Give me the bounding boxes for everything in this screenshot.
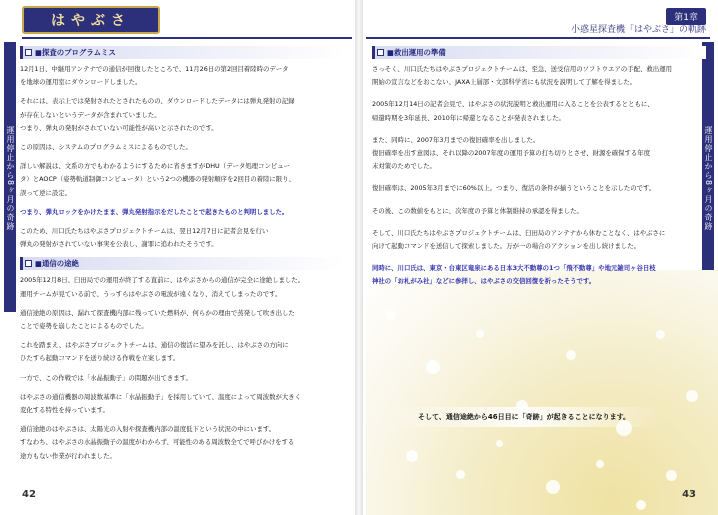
- page-number-right: 43: [682, 489, 696, 500]
- text-line: タ）とAOCP（姿勢軌道制御コンピュータ）という2つの機器の発射順序を2回目の着陸に限り、: [20, 175, 295, 184]
- text-line: 12月1日、中継用アンテナでの通信が回復したところで、11月26日の第2回目着陸時のデータ: [20, 65, 289, 73]
- body-paragraph: [20, 274, 345, 300]
- flower-petal: [426, 360, 440, 374]
- body-paragraph: [20, 372, 345, 385]
- flower-petal: [596, 460, 604, 468]
- section-heading: [20, 257, 345, 270]
- page-number-left: 42: [22, 489, 36, 500]
- running-title: 小惑星探査機「はやぶさ」の軌跡: [570, 25, 706, 35]
- text-line: さっそく、川口氏たちはやぶさプロジェクトチームは、至急、送受信用のソフトウエアの手配、救出運用: [372, 65, 672, 73]
- header-rule-left: [22, 37, 352, 39]
- flower-petal: [686, 390, 698, 402]
- flower-petal: [386, 310, 396, 320]
- text-line: はやぶさの通信機器の周波数基準に「水晶振動子」を採用していて、温度によって周波数が大きく: [20, 392, 302, 401]
- square-bullet-icon: [25, 49, 32, 56]
- text-line: ひたすら起動コマンドを送り続ける作戦を立案します。: [20, 354, 180, 363]
- body-paragraph: [20, 391, 345, 417]
- square-bullet-icon: [377, 49, 384, 56]
- right-page-body: [372, 46, 706, 298]
- text-line: つまり、弾丸の発射がされていない可能性が高いと示されたのです。: [20, 123, 218, 132]
- text-line: そして、川口氏たちはやぶさプロジェクトチームは、臼田局のアンテナから休むことなく、はやぶさに: [372, 228, 666, 237]
- text-line: 一方で、この作戦では「水晶振動子」の問題が出てきます。: [20, 373, 192, 382]
- flower-petal: [636, 500, 646, 510]
- flower-petal: [406, 450, 418, 462]
- text-line: 運用チームが見ている前で、うっすらはやぶさの電波が遠くなり、消えてしまったのです。: [20, 289, 282, 298]
- flower-petal: [566, 350, 576, 360]
- flower-decoration: [366, 270, 718, 515]
- flower-petal: [666, 470, 677, 481]
- text-line: また、同時に、2007年3月までの復旧確率を出しました。: [372, 135, 540, 144]
- section-heading-text: ■探査のプログラムミス: [35, 47, 116, 57]
- text-line: が存在しないというデータが含まれていました。: [20, 110, 161, 119]
- body-paragraph: [372, 227, 706, 253]
- text-line: 途方もない作業が行われました。: [20, 451, 116, 460]
- text-line: 向けて起動コマンドを送信して探索しました。万が一の場合のアクションを出し続けました。: [372, 242, 641, 251]
- flower-petal: [456, 470, 465, 479]
- left-page-body: [20, 46, 345, 469]
- body-paragraph: [20, 423, 345, 463]
- hayabusa-logo: [22, 6, 160, 34]
- flower-petal: [496, 440, 503, 447]
- body-paragraph: [372, 134, 706, 174]
- section-heading-text: ■救出運用の準備: [387, 47, 446, 57]
- text-line: 復旧確率を出す意図は、それ以降の2007年度の運用予算の打ち切りとさせ、財源を確保する年度: [372, 149, 651, 158]
- body-paragraph: [372, 98, 706, 124]
- text-line: ことで姿勢を崩したことによるものでした。: [20, 322, 148, 331]
- body-paragraph: [372, 63, 706, 89]
- body-paragraph: [20, 339, 345, 365]
- chapter-tag: 第1章: [666, 8, 706, 25]
- body-paragraph: [20, 141, 345, 154]
- text-line: 神社の「お札がみ社」などに参拝し、はやぶさの交信回復を祈ったそうです。: [372, 277, 596, 286]
- text-line: すなわち、はやぶさの水晶振動子の温度がわからず、可能性のある周波数全てで呼びかけをする: [20, 438, 295, 447]
- text-line: 同時に、川口氏は、東京・台東区竜泉にある日本3大不動尊の1つ「飛不動尊」や地元雑司ヶ谷日枝: [372, 264, 656, 273]
- text-line: 通信途絶のはやぶさは、太陽光の入射や探査機内部の温度低下という状況の中にいます。: [20, 425, 276, 434]
- section-heading-text: ■通信の途絶: [35, 259, 79, 269]
- text-line: 詳しい解説は、文系の方でもわかるようにするために省きますがDHU（データ処理コンピュー: [20, 162, 291, 171]
- text-line: 誤って逆に設定。: [20, 188, 72, 197]
- text-line: これを踏まえ、はやぶさプロジェクトチームは、通信の復活に望みを託し、はやぶさの方向に: [20, 341, 289, 350]
- text-line: それには、表示上では発射されたとされたものの、ダウンロードしたデータには弾丸発射の記録: [20, 97, 295, 106]
- body-paragraph: [20, 63, 345, 89]
- text-line: 開始の宣言などをおこない、JAXA上層部・文部科学省にも状況を説明して了解を得ました。: [372, 78, 637, 87]
- text-line: このため、川口氏たちはやぶさプロジェクトチームは、翌日12月7日に記者会見を行い: [20, 227, 269, 236]
- section-heading: [20, 46, 345, 59]
- text-line: 末対策のためでした。: [372, 162, 436, 171]
- flower-petal: [546, 480, 560, 494]
- text-line: 通信途絶の原因は、漏れて探査機内部に残っていた燃料が、何らかの理由で蒸発して吹き出した: [20, 308, 295, 317]
- flower-petal: [656, 330, 665, 339]
- text-line: 復旧確率は、2005年3月までに60%以上。つまり、復活の条件が揃うということを示したのです。: [372, 184, 656, 193]
- body-paragraph: [20, 95, 345, 135]
- logo-text: はやぶさ: [51, 13, 131, 29]
- square-bullet-icon: [25, 260, 32, 267]
- side-banner-right: 運用停止から8ヶ月の奇跡: [702, 42, 714, 312]
- closing-statement: そして、通信途絶から46日目に「奇跡」が起きることになります。: [386, 407, 662, 427]
- text-line: 2005年12月8日、臼田局での運用が終了する直前に、はやぶさからの通信が完全に途絶しました。: [20, 276, 305, 285]
- text-line: を地球の運用室にダウンロードしました。: [20, 78, 142, 87]
- body-paragraph: [20, 307, 345, 333]
- emphasis-paragraph: [372, 262, 706, 288]
- text-line: 帰還時期を3年延長、2010年に帰還となることが発表されました。: [372, 113, 565, 122]
- text-line: 変化する特性を持っています。: [20, 406, 109, 415]
- emphasis-paragraph: [20, 206, 345, 219]
- text-line: つまり、弾丸ロックをかけたまま、弾丸発射指示をだしたことで起きたものと判明しました。: [20, 207, 289, 216]
- body-paragraph: [20, 225, 345, 251]
- flower-petal: [476, 330, 484, 338]
- side-banner-left: 運用停止から8ヶ月の奇跡: [4, 42, 16, 312]
- body-paragraph: [20, 160, 345, 200]
- body-paragraph: [372, 205, 706, 218]
- text-line: 弾丸の発射がされていない事実を公表し、謝罪に追われたそうです。: [20, 240, 218, 249]
- text-line: この原因は、システムのプログラムミスによるものでした。: [20, 143, 192, 152]
- text-line: 2005年12月14日の記者会見で、はやぶさの状況説明と救出運用に入ることを公表するとともに、: [372, 100, 654, 109]
- header-rule-right: [366, 37, 710, 39]
- body-paragraph: [372, 182, 706, 195]
- text-line: その後、この数値をもとに、次年度の予算と体制維持の承認を得ました。: [372, 206, 583, 215]
- page-gutter: [355, 0, 363, 515]
- section-heading: [372, 46, 706, 59]
